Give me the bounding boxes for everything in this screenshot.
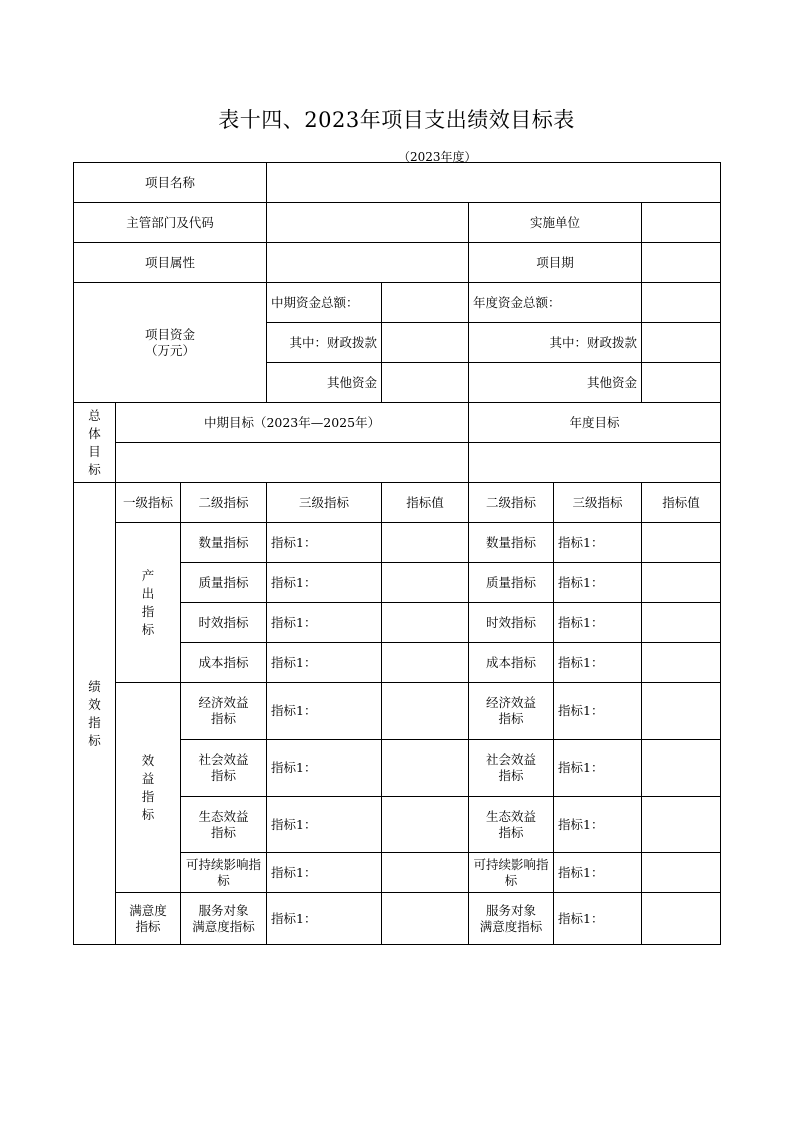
project-name-value[interactable]	[267, 163, 721, 203]
quality-val-mid[interactable]	[382, 563, 469, 603]
cost-val-year[interactable]	[642, 643, 721, 683]
project-period-value[interactable]	[642, 243, 721, 283]
ecological-ind-year[interactable]: 指标1：	[554, 797, 642, 853]
economic-label-year: 经济效益 指标	[469, 683, 554, 740]
output-indicator-label: 产出指标	[141, 567, 155, 637]
satisfaction-indicator-label: 满意度 指标	[116, 893, 181, 945]
cost-ind-year[interactable]: 指标1：	[554, 643, 642, 683]
ecological-label: 生态效益 指标	[181, 797, 267, 853]
sustainable-label-year: 可持续影响指 标	[469, 853, 554, 893]
funds-label: 项目资金 （万元）	[74, 283, 267, 403]
fiscal-year-value[interactable]	[642, 323, 721, 363]
year-label: （2023年度）	[398, 150, 477, 164]
mid-total-value[interactable]	[382, 283, 469, 323]
quantity-label-year: 数量指标	[469, 523, 554, 563]
project-attr-label: 项目属性	[74, 243, 267, 283]
timeliness-val-mid[interactable]	[382, 603, 469, 643]
lvl2-header: 二级指标	[181, 483, 267, 523]
lvl1-header: 一级指标	[116, 483, 181, 523]
service-ind-year[interactable]: 指标1：	[554, 893, 642, 945]
dept-code-label: 主管部门及代码	[74, 203, 267, 243]
timeliness-ind-mid[interactable]: 指标1：	[267, 603, 382, 643]
quantity-label: 数量指标	[181, 523, 267, 563]
ecological-ind-mid[interactable]: 指标1：	[267, 797, 382, 853]
economic-ind-year[interactable]: 指标1：	[554, 683, 642, 740]
sustainable-ind-mid[interactable]: 指标1：	[267, 853, 382, 893]
social-val-mid[interactable]	[382, 740, 469, 797]
other-year-value[interactable]	[642, 363, 721, 403]
service-ind-mid[interactable]: 指标1：	[267, 893, 382, 945]
value-header-year: 指标值	[642, 483, 721, 523]
quantity-val-year[interactable]	[642, 523, 721, 563]
economic-ind-mid[interactable]: 指标1：	[267, 683, 382, 740]
quality-val-year[interactable]	[642, 563, 721, 603]
project-name-label: 项目名称	[74, 163, 267, 203]
ecological-val-year[interactable]	[642, 797, 721, 853]
impl-unit-label: 实施单位	[469, 203, 642, 243]
mid-goal-value[interactable]	[116, 443, 469, 483]
year-goal-value[interactable]	[469, 443, 721, 483]
sustainable-val-year[interactable]	[642, 853, 721, 893]
social-label-year: 社会效益 指标	[469, 740, 554, 797]
fiscal-year-label: 其中：财政拨款	[469, 323, 642, 363]
fiscal-mid-value[interactable]	[382, 323, 469, 363]
cost-label-year: 成本指标	[469, 643, 554, 683]
timeliness-label: 时效指标	[181, 603, 267, 643]
other-year-label: 其他资金	[469, 363, 642, 403]
year-goal-header: 年度目标	[469, 403, 721, 443]
lvl3-header: 三级指标	[267, 483, 382, 523]
ecological-label-year: 生态效益 指标	[469, 797, 554, 853]
quantity-val-mid[interactable]	[382, 523, 469, 563]
timeliness-label-year: 时效指标	[469, 603, 554, 643]
value-header: 指标值	[382, 483, 469, 523]
timeliness-val-year[interactable]	[642, 603, 721, 643]
year-total-value[interactable]	[642, 283, 721, 323]
service-val-year[interactable]	[642, 893, 721, 945]
cost-ind-mid[interactable]: 指标1：	[267, 643, 382, 683]
project-period-label: 项目期	[469, 243, 642, 283]
service-label-year: 服务对象 满意度指标	[469, 893, 554, 945]
perf-indicator-label: 绩效指标	[88, 678, 101, 748]
sustainable-val-mid[interactable]	[382, 853, 469, 893]
social-val-year[interactable]	[642, 740, 721, 797]
lvl2-header-year: 二级指标	[469, 483, 554, 523]
other-mid-label: 其他资金	[267, 363, 382, 403]
dept-code-value[interactable]	[267, 203, 469, 243]
fiscal-mid-label: 其中：财政拨款	[267, 323, 382, 363]
cost-label: 成本指标	[181, 643, 267, 683]
performance-table	[73, 162, 721, 945]
quantity-ind-mid[interactable]: 指标1：	[267, 523, 382, 563]
benefit-indicator-label: 效益指标	[141, 752, 155, 822]
cost-val-mid[interactable]	[382, 643, 469, 683]
sustainable-ind-year[interactable]: 指标1：	[554, 853, 642, 893]
quality-label-year: 质量指标	[469, 563, 554, 603]
quality-ind-year[interactable]: 指标1：	[554, 563, 642, 603]
impl-unit-value[interactable]	[642, 203, 721, 243]
quantity-ind-year[interactable]: 指标1：	[554, 523, 642, 563]
page-title: 表十四、2023年项目支出绩效目标表	[218, 108, 575, 132]
service-label: 服务对象 满意度指标	[181, 893, 267, 945]
ecological-val-mid[interactable]	[382, 797, 469, 853]
social-ind-year[interactable]: 指标1：	[554, 740, 642, 797]
quality-ind-mid[interactable]: 指标1：	[267, 563, 382, 603]
lvl3-header-year: 三级指标	[554, 483, 642, 523]
economic-label: 经济效益 指标	[181, 683, 267, 740]
social-ind-mid[interactable]: 指标1：	[267, 740, 382, 797]
year-total-label: 年度资金总额：	[469, 283, 642, 323]
mid-goal-header: 中期目标（2023年—2025年）	[116, 403, 469, 443]
social-label: 社会效益 指标	[181, 740, 267, 797]
project-attr-value[interactable]	[267, 243, 469, 283]
other-mid-value[interactable]	[382, 363, 469, 403]
service-val-mid[interactable]	[382, 893, 469, 945]
timeliness-ind-year[interactable]: 指标1：	[554, 603, 642, 643]
mid-total-label: 中期资金总额：	[267, 283, 382, 323]
overall-goal-label: 总体目标	[88, 407, 101, 477]
quality-label: 质量指标	[181, 563, 267, 603]
sustainable-label: 可持续影响指 标	[181, 853, 267, 893]
economic-val-year[interactable]	[642, 683, 721, 740]
economic-val-mid[interactable]	[382, 683, 469, 740]
